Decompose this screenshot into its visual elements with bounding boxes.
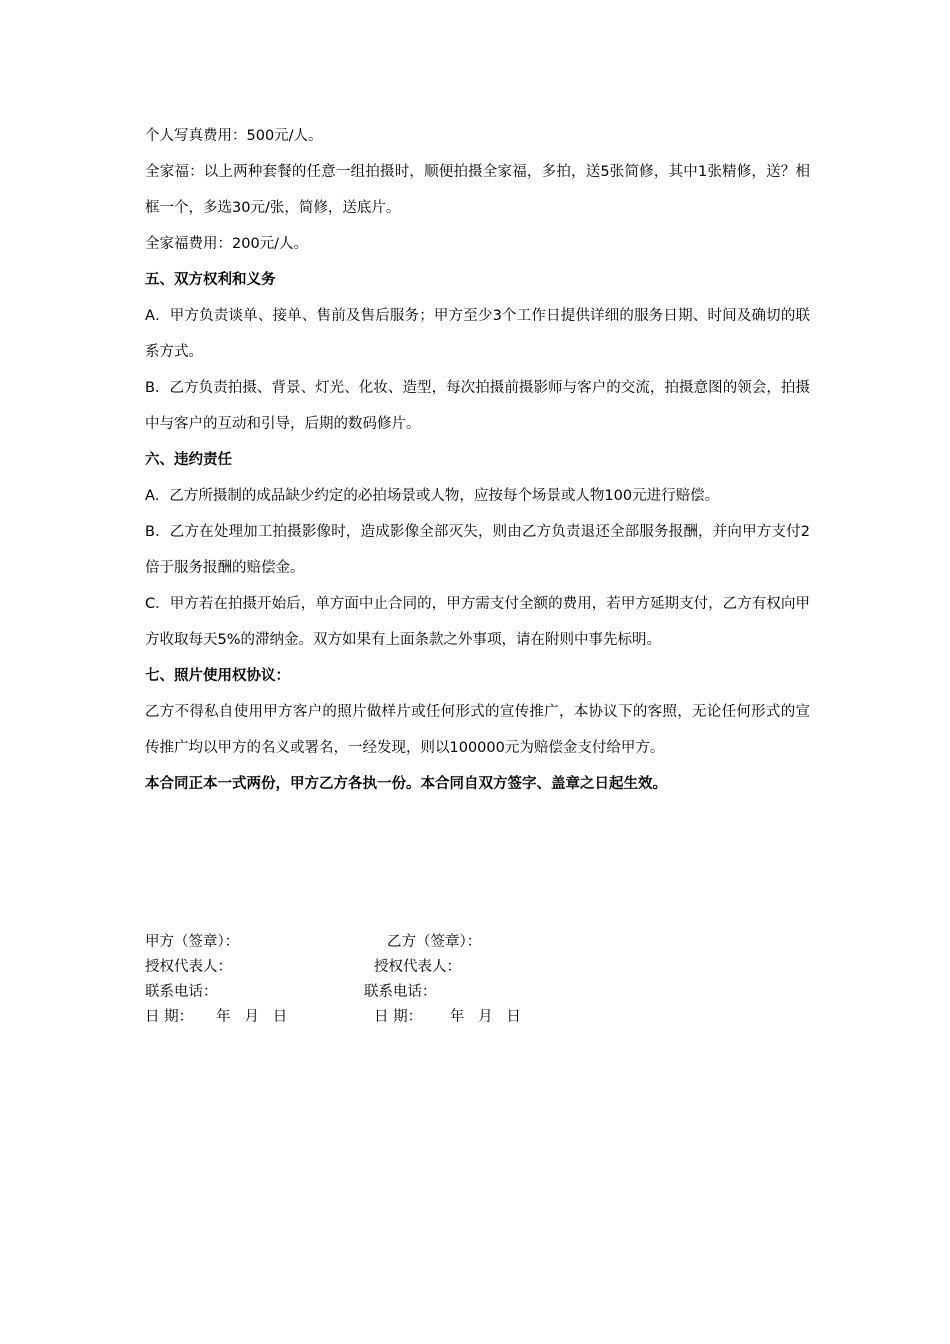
party-b-rep: 授权代表人： [374,959,461,975]
paragraph-closing: 本合同正本一式两份，甲方乙方各执一份。本合同自双方签字、盖章之日起生效。 [145,776,667,792]
paragraph-family-photo: 全家福：以上两种套餐的任意一组拍摄时，顺便拍摄全家福，多拍，送5张简修，其中1张精修，送？相框一个，多选30元/张，简修，送底片。 [145,164,810,216]
party-a-date: 日 期： 年 月 日 [145,1009,288,1025]
contract-body [145,118,810,802]
signature-row-seal [145,930,645,955]
paragraph-liability-c: C．甲方若在拍摄开始后，单方面中止合同的，甲方需支付全额的费用，若甲方延期支付，乙方有权向甲方收取每天5%的滞纳金。双方如果有上面条款之外事项，请在附则中事先标明。 [145,596,810,648]
party-a-phone: 联系电话： [145,984,218,1000]
paragraph-family-photo-fee: 全家福费用：200元/人。 [145,236,309,252]
paragraph-liability-a: A．乙方所摄制的成品缺少约定的必拍场景或人物，应按每个场景或人物100元进行赔偿。 [145,488,720,504]
heading-liability: 六、违约责任 [145,452,232,468]
party-b-seal: 乙方（签章）： [387,934,482,950]
heading-photo-usage: 七、照片使用权协议： [145,668,290,684]
paragraph-liability-b: B．乙方在处理加工拍摄影像时，造成影像全部灭失，则由乙方负责退还全部服务报酬，并向甲方支付2倍于服务报酬的赔偿金。 [145,524,810,576]
paragraph-rights-b: B．乙方负责拍摄、背景、灯光、化妆、造型，每次拍摄前摄影师与客户的交流，拍摄意图的领会，拍摄中与客户的互动和引导，后期的数码修片。 [145,380,810,432]
party-b-phone: 联系电话： [364,984,437,1000]
signature-block [145,930,645,1030]
heading-rights-obligations: 五、双方权利和义务 [145,272,276,288]
signature-row-phone [145,980,645,1005]
party-a-seal: 甲方（签章）： [145,934,240,950]
signature-row-date [145,1005,645,1030]
party-a-rep: 授权代表人： [145,959,232,975]
party-b-date: 日 期： 年 月 日 [374,1009,521,1025]
paragraph-rights-a: A．甲方负责谈单、接单、售前及售后服务；甲方至少3个工作日提供详细的服务日期、时间及确切的联系方式。 [145,308,810,360]
paragraph-personal-photo-fee: 个人写真费用：500元/人。 [145,128,323,144]
paragraph-photo-usage: 乙方不得私自使用甲方客户的照片做样片或任何形式的宣传推广，本协议下的客照，无论任何形式的宣传推广均以甲方的名义或署名，一经发现，则以100000元为赔偿金支付给甲方。 [145,704,810,756]
signature-row-rep [145,955,645,980]
